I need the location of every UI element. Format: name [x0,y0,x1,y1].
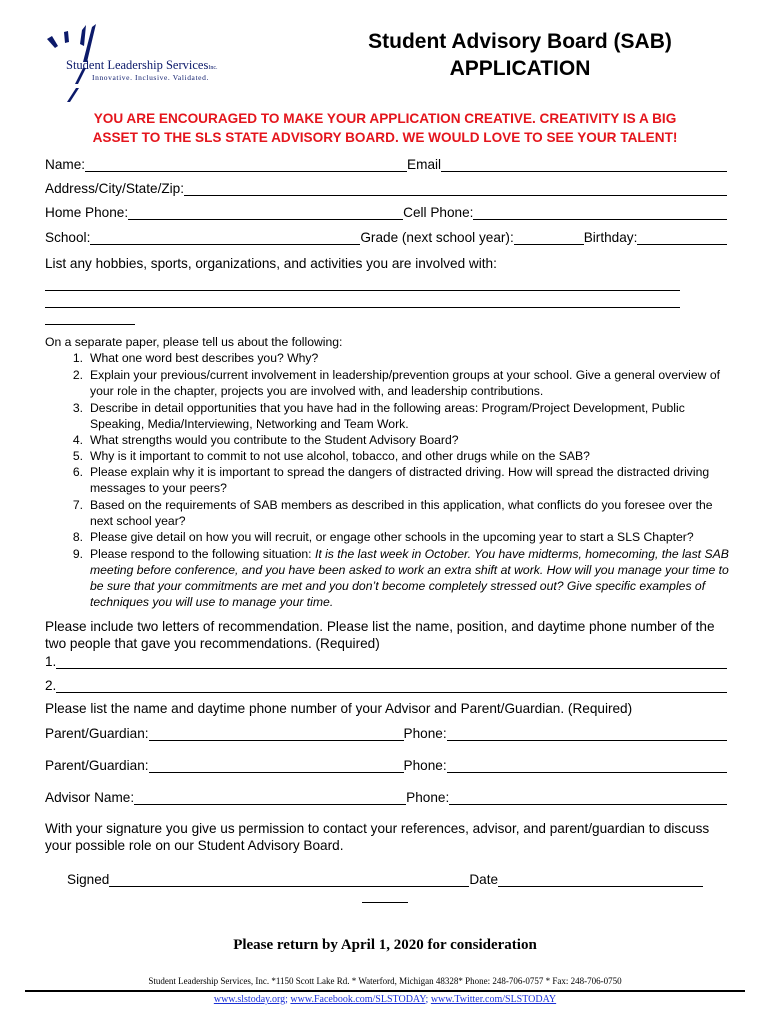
address-row [45,178,727,196]
date-field-continuation[interactable] [362,902,408,903]
return-deadline: Please return by April 1, 2020 for consideration [233,937,537,953]
parent-phone-field[interactable] [447,726,727,741]
creativity-notice-line2: ASSET TO THE SLS STATE ADVISORY BOARD. WE WOULD LOVE TO SEE YOUR TALENT! [92,130,678,145]
advisor-label: Advisor Name: [45,790,135,805]
recommendation-1-field[interactable] [56,654,727,669]
advisor-row [45,787,727,805]
grade-field[interactable] [514,230,584,245]
logo-tagline: Innovative. Inclusive. Validated. [92,73,209,82]
question-item: 2. Explain your previous/current involvement in leadership/prevention groups at your school. Give a general overview of your role in the chapter, projects you are involved with, and leadership contributions. [72,368,721,398]
email-field[interactable] [441,157,727,172]
creativity-notice-line1: YOU ARE ENCOURAGED TO MAKE YOUR APPLICATION CREATIVE. CREATIVITY IS A BIG [93,111,677,126]
contacts-text: Please list the name and daytime phone number of your Advisor and Parent/Guardian. (Required) [45,701,633,716]
advisor-name-field[interactable] [134,790,406,805]
date-field[interactable] [498,872,703,887]
question-item: 7. Based on the requirements of SAB members as described in this application, what conflicts do you foresee over the next school year? [72,498,713,528]
name-email-row [45,154,727,172]
name-field[interactable] [85,157,407,172]
question-item: 6. Please explain why it is important to spread the dangers of distracted driving. How will spread the distracted driving messages to your peers? [72,465,710,495]
question-item: 4. What strengths would you contribute to the Student Advisory Board? [72,433,459,447]
hobbies-line-2[interactable] [45,307,680,308]
hobbies-line-3[interactable] [45,324,135,325]
recommendation-1-label: 1. [45,654,57,669]
parent-phone-label: Phone: [403,758,447,773]
home-phone-label: Home Phone: [45,205,129,220]
recommendation-2-field[interactable] [56,678,727,693]
page-subtitle: APPLICATION [449,57,591,80]
footer-address: Student Leadership Services, Inc. *1150 Scott Lake Rd. * Waterford, Michigan 48328* Phone: 248-706-0757 * Fax: 248-706-0750 [148,976,622,986]
advisor-phone-field[interactable] [449,790,727,805]
home-phone-field[interactable] [128,205,403,220]
twitter-link[interactable]: www.Twitter.com/SLSTODAY [430,994,557,1005]
signature-row [67,869,703,887]
parent-phone-label: Phone: [403,726,447,741]
address-field[interactable] [184,181,727,196]
question-item: 8. Please give detail on how you will recruit, or engage other schools in the upcoming year to start a SLS Chapter? [72,530,694,544]
footer-links: www.slstoday.org; www.Facebook.com/SLSTODAY; www.Twitter.com/SLSTODAY [213,994,557,1005]
school-label: School: [45,230,91,245]
parent-name-field[interactable] [149,758,404,773]
email-label: Email [407,157,442,172]
signature-field[interactable] [109,872,469,887]
footer-divider [25,990,745,992]
parent-phone-field[interactable] [447,758,727,773]
hobbies-prompt: List any hobbies, sports, organizations, and activities you are involved with: [45,256,497,271]
cell-phone-label: Cell Phone: [403,205,474,220]
cell-phone-field[interactable] [473,205,727,220]
school-row [45,227,727,245]
parent-label: Parent/Guardian: [45,726,149,741]
hobbies-line-1[interactable] [45,290,680,291]
essay-question-list [45,350,730,610]
question-item: 5. Why is it important to commit to not use alcohol, tobacco, and other drugs while on the SAB? [72,449,590,463]
date-label: Date [469,872,499,887]
phone-row [45,202,727,220]
address-label: Address/City/State/Zip: [45,181,185,196]
page-title: Student Advisory Board (SAB) [368,30,672,53]
question-item: 1. What one word best describes you? Why? [72,351,319,365]
recommendations-text: Please include two letters of recommendation. Please list the name, position, and daytime phone number of the two people that gave you recommendations. (Required) [45,619,715,651]
consent-text: With your signature you give us permission to contact your references, advisor, and parent/guardian to discuss your possible role on our Student Advisory Board. [45,821,710,853]
facebook-link[interactable]: www.Facebook.com/SLSTODAY [290,994,426,1005]
question-item: 3. Describe in detail opportunities that you have had in the following areas: Program/Project Development, Public Speaking, Media/Interviewing, Networking and Team Work. [72,401,685,431]
logo-name: Student Leadership ServicesInc. [66,58,218,72]
school-field[interactable] [90,230,360,245]
recommendation-2-row [45,675,727,693]
grade-label: Grade (next school year): [360,230,514,245]
parent-row-1 [45,723,727,741]
parent-row-2 [45,755,727,773]
birthday-label: Birthday: [583,230,638,245]
website-link[interactable]: www.slstoday.org [213,994,286,1005]
recommendation-1-row [45,651,727,669]
questions-intro: On a separate paper, please tell us about the following: [45,335,343,349]
birthday-field[interactable] [637,230,727,245]
parent-label: Parent/Guardian: [45,758,149,773]
name-label: Name: [45,157,86,172]
parent-name-field[interactable] [149,726,404,741]
signed-label: Signed [67,872,110,887]
advisor-phone-label: Phone: [406,790,450,805]
question-item: 9. Please respond to the following situation: It is the last week in October. You have midterms, homecoming, the last SAB meeting before conference, and you have been asked to work an extra shift at work. How will you manage your time to be sure that your commitments are met and you don’t become completely stressed out? Give specific examples of techniques you will use to manage your time. [72,547,729,609]
recommendation-2-label: 2. [45,678,57,693]
